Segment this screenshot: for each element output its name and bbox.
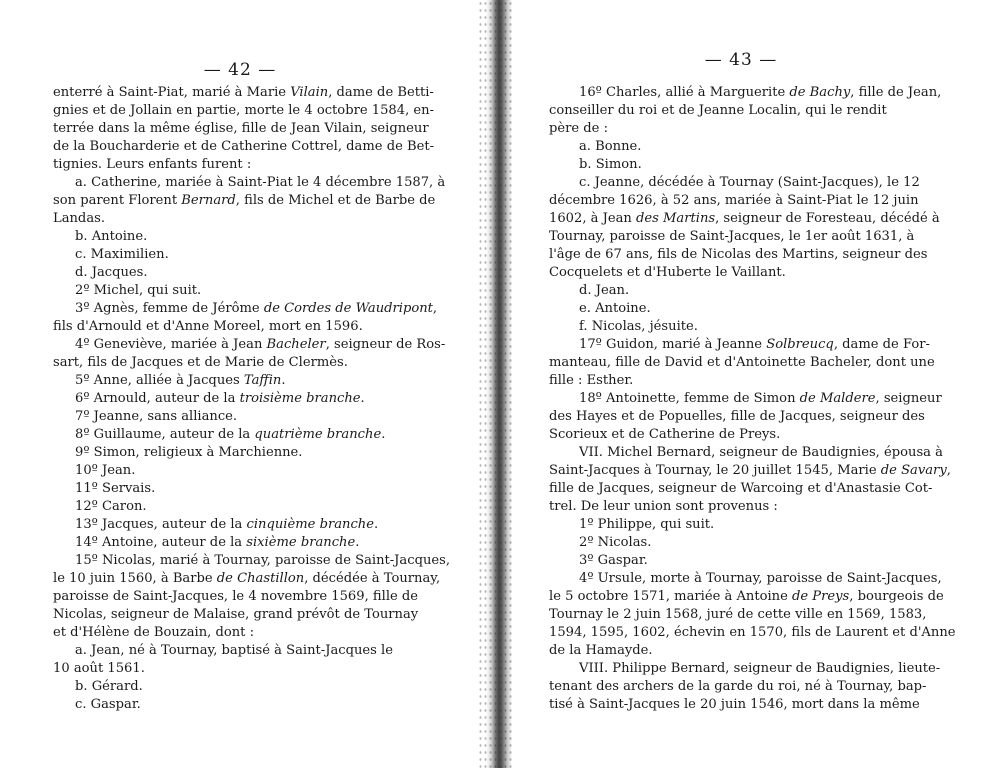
italic-name: de Bachy	[789, 85, 851, 100]
text-span: 1602, à Jean	[549, 211, 637, 226]
text-line	[53, 642, 445, 660]
text-line	[53, 282, 445, 300]
text-span: tignies. Leurs enfants furent :	[53, 157, 252, 172]
text-line	[53, 228, 445, 246]
text-span: , bourgeois de	[849, 589, 944, 604]
text-line	[53, 102, 445, 120]
page-number-43: — 43 —	[704, 50, 778, 70]
text-line	[549, 678, 947, 696]
page-number-42: — 42 —	[203, 60, 277, 80]
text-line	[549, 372, 947, 390]
text-line	[549, 444, 947, 462]
text-line	[53, 588, 445, 606]
text-span: 3º Gaspar.	[579, 553, 648, 568]
text-span: c. Jeanne, décédée à Tournay (Saint-Jacques), le 12	[579, 175, 920, 190]
text-span: Saint-Jacques à Tournay, le 20 juillet 1545, Marie	[549, 463, 881, 478]
text-line	[549, 102, 947, 120]
text-span: trel. De leur union sont provenus :	[549, 499, 778, 514]
text-line	[53, 390, 445, 408]
text-line	[53, 210, 445, 228]
text-span: VIII. Philippe Bernard, seigneur de Baudignies, lieute-	[579, 661, 941, 676]
text-span: b. Simon.	[579, 157, 642, 172]
text-line	[53, 354, 445, 372]
italic-name: quatrième branche	[254, 427, 382, 442]
text-span: 7º Jeanne, sans alliance.	[75, 409, 238, 424]
text-span: conseiller du roi et de Jeanne Localin, qui le rendit	[549, 103, 887, 118]
text-line	[53, 372, 445, 390]
text-span: c. Gaspar.	[75, 697, 141, 712]
text-line	[53, 264, 445, 282]
text-span: 8º Guillaume, auteur de la	[75, 427, 255, 442]
left-page-text	[53, 84, 451, 714]
text-span: 15º Nicolas, marié à Tournay, paroisse de Saint-Jacques,	[75, 553, 451, 568]
italic-name: de Savary	[880, 463, 947, 478]
text-span: des Hayes et de Popuelles, fille de Jacques, seigneur des	[549, 409, 925, 424]
text-span: 4º Geneviève, mariée à Jean	[75, 337, 267, 352]
text-line	[549, 696, 947, 714]
text-span: 5º Anne, alliée à Jacques	[75, 373, 244, 388]
text-span: .	[360, 391, 365, 406]
text-span: , fils de Michel et de Barbe de	[235, 193, 436, 208]
text-line	[549, 480, 947, 498]
text-span: terrée dans la même église, fille de Jean Vilain, seigneur	[53, 121, 429, 136]
text-line	[549, 174, 947, 192]
text-line	[53, 336, 445, 354]
text-span: e. Antoine.	[579, 301, 651, 316]
text-span: a. Jean, né à Tournay, baptisé à Saint-Jacques le	[75, 643, 393, 658]
text-line	[53, 408, 445, 426]
text-line	[53, 480, 445, 498]
text-span: 10º Jean.	[75, 463, 136, 478]
italic-name: Taffin	[243, 373, 282, 388]
text-span: fils d'Arnould et d'Anne Moreel, mort en 1596.	[53, 319, 363, 334]
text-span: Tournay, paroisse de Saint-Jacques, le 1er août 1631, à	[549, 229, 915, 244]
text-span: b. Gérard.	[75, 679, 143, 694]
text-span: d. Jacques.	[75, 265, 148, 280]
italic-name: cinquième branche	[246, 517, 374, 532]
text-line	[53, 318, 445, 336]
text-span: décembre 1626, à 52 ans, mariée à Saint-Piat le 12 juin	[549, 193, 919, 208]
text-line	[549, 228, 947, 246]
text-span: Cocquelets et d'Huberte le Vaillant.	[549, 265, 786, 280]
text-span: l'âge de 67 ans, fils de Nicolas des Martins, seigneur des	[549, 247, 928, 262]
text-span: d. Jean.	[579, 283, 630, 298]
text-span: 2º Nicolas.	[579, 535, 652, 550]
text-span: f. Nicolas, jésuite.	[579, 319, 698, 334]
text-span: paroisse de Saint-Jacques, le 4 novembre 1569, fille de	[53, 589, 419, 604]
text-line	[53, 300, 445, 318]
text-line	[53, 498, 445, 516]
text-span: Nicolas, seigneur de Malaise, grand prévôt de Tournay	[53, 607, 419, 622]
text-span: le 10 juin 1560, à Barbe	[53, 571, 217, 586]
text-span: gnies et de Jollain en partie, morte le 4 octobre 1584, en-	[53, 103, 434, 118]
left-page	[0, 0, 490, 768]
text-line	[53, 516, 445, 534]
italic-name: sixième branche	[246, 535, 356, 550]
text-span: , seigneur	[875, 391, 942, 406]
text-span: , seigneur de Ros-	[325, 337, 446, 352]
text-span: 11º Servais.	[75, 481, 156, 496]
text-line	[53, 426, 445, 444]
text-line	[549, 534, 947, 552]
text-span: père de :	[549, 121, 609, 136]
text-line	[53, 120, 445, 138]
text-line	[549, 588, 947, 606]
right-page	[506, 0, 1001, 768]
text-line	[549, 408, 947, 426]
text-span: tenant des archers de la garde du roi, né à Tournay, bap-	[549, 679, 927, 694]
text-span: .	[355, 535, 360, 550]
text-span: , décédée à Tournay,	[304, 571, 441, 586]
text-span: , seigneur de Foresteau, décédé à	[715, 211, 940, 226]
text-span: de la Hamayde.	[549, 643, 653, 658]
text-span: 14º Antoine, auteur de la	[75, 535, 247, 550]
italic-name: de Preys	[792, 589, 850, 604]
text-line	[53, 138, 445, 156]
italic-name: Bernard	[181, 193, 236, 208]
text-line	[549, 84, 947, 102]
text-span: Scorieux et de Catherine de Preys.	[549, 427, 781, 442]
text-span: Tournay le 2 juin 1568, juré de cette ville en 1569, 1583,	[549, 607, 927, 622]
text-line	[53, 174, 445, 192]
text-span: et d'Hélène de Bouzain, dont :	[53, 625, 255, 640]
text-line	[549, 516, 947, 534]
text-line	[549, 552, 947, 570]
text-line	[549, 660, 947, 678]
text-line	[549, 426, 947, 444]
text-line	[549, 498, 947, 516]
text-span: , dame de Betti-	[328, 85, 434, 100]
italic-name: des Martins	[636, 211, 716, 226]
text-span: tisé à Saint-Jacques le 20 juin 1546, mort dans la même	[549, 697, 920, 712]
text-line	[53, 192, 445, 210]
text-line	[549, 570, 947, 588]
text-span: 2º Michel, qui suit.	[75, 283, 202, 298]
text-span: 3º Agnès, femme de Jérôme	[75, 301, 264, 316]
text-line	[53, 246, 445, 264]
text-line	[53, 696, 445, 714]
text-line	[53, 552, 451, 570]
text-span: 17º Guidon, marié à Jeanne	[579, 337, 767, 352]
text-line	[549, 642, 947, 660]
text-span: .	[373, 517, 379, 532]
text-span: ,	[432, 301, 438, 316]
text-line	[549, 192, 947, 210]
text-span: manteau, fille de David et d'Antoinette Bacheler, dont une	[549, 355, 935, 370]
text-line	[53, 570, 445, 588]
italic-name: Solbreucq	[766, 337, 834, 352]
text-line	[549, 606, 947, 624]
italic-name: de Chastillon	[216, 571, 305, 586]
text-span: fille de Jacques, seigneur de Warcoing et d'Anastasie Cot-	[549, 481, 933, 496]
text-span: 1º Philippe, qui suit.	[579, 517, 715, 532]
italic-name: de Maldere	[799, 391, 876, 406]
text-span: son parent Florent	[53, 193, 182, 208]
text-span: a. Catherine, mariée à Saint-Piat le 4 décembre 1587, à	[75, 175, 446, 190]
text-line	[549, 138, 947, 156]
text-line	[549, 336, 947, 354]
text-line	[549, 120, 947, 138]
text-line	[53, 624, 445, 642]
text-span: de la Boucharderie et de Catherine Cottrel, dame de Bet-	[53, 139, 435, 154]
text-line	[53, 678, 445, 696]
italic-name: troisième branche	[239, 391, 361, 406]
text-span: .	[381, 427, 386, 442]
text-span: 13º Jacques, auteur de la	[75, 517, 247, 532]
text-line	[549, 246, 947, 264]
text-line	[53, 156, 445, 174]
text-line	[549, 300, 947, 318]
text-line	[53, 84, 445, 102]
text-span: 4º Ursule, morte à Tournay, paroisse de Saint-Jacques,	[579, 571, 942, 586]
text-span: ,	[946, 463, 951, 478]
text-line	[549, 390, 947, 408]
text-line	[53, 534, 445, 552]
text-span: Landas.	[53, 211, 106, 226]
text-span: VII. Michel Bernard, seigneur de Baudignies, épousa à	[579, 445, 943, 460]
italic-name: Vilain	[290, 85, 329, 100]
text-span: fille : Esther.	[549, 373, 634, 388]
text-line	[53, 444, 445, 462]
text-span: 9º Simon, religieux à Marchienne.	[75, 445, 303, 460]
text-line	[549, 210, 947, 228]
text-span: 18º Antoinette, femme de Simon	[579, 391, 800, 406]
text-span: 10 août 1561.	[53, 661, 145, 676]
text-line	[549, 624, 956, 642]
text-span: sart, fils de Jacques et de Marie de Clermès.	[53, 355, 348, 370]
text-line	[53, 462, 445, 480]
text-span: b. Antoine.	[75, 229, 148, 244]
text-line	[53, 660, 445, 678]
italic-name: de Cordes de Waudripont	[263, 301, 433, 316]
italic-name: Bacheler	[266, 337, 326, 352]
text-span: 12º Caron.	[75, 499, 147, 514]
text-span: , dame de For-	[833, 337, 930, 352]
text-span: le 5 octobre 1571, mariée à Antoine	[549, 589, 793, 604]
text-line	[549, 462, 951, 480]
text-span: 1594, 1595, 1602, échevin en 1570, fils de Laurent et d'Anne	[549, 625, 956, 640]
text-span: 6º Arnould, auteur de la	[75, 391, 240, 406]
text-line	[549, 282, 947, 300]
text-span: a. Bonne.	[579, 139, 642, 154]
text-span: c. Maximilien.	[75, 247, 169, 262]
text-line	[549, 264, 947, 282]
text-span: enterré à Saint-Piat, marié à Marie	[53, 85, 291, 100]
right-page-text	[549, 84, 956, 714]
text-span: 16º Charles, allié à Marguerite	[579, 85, 790, 100]
text-span: .	[281, 373, 286, 388]
text-line	[549, 156, 947, 174]
text-line	[549, 354, 947, 372]
text-span: , fille de Jean,	[850, 85, 942, 100]
text-line	[53, 606, 445, 624]
text-line	[549, 318, 947, 336]
